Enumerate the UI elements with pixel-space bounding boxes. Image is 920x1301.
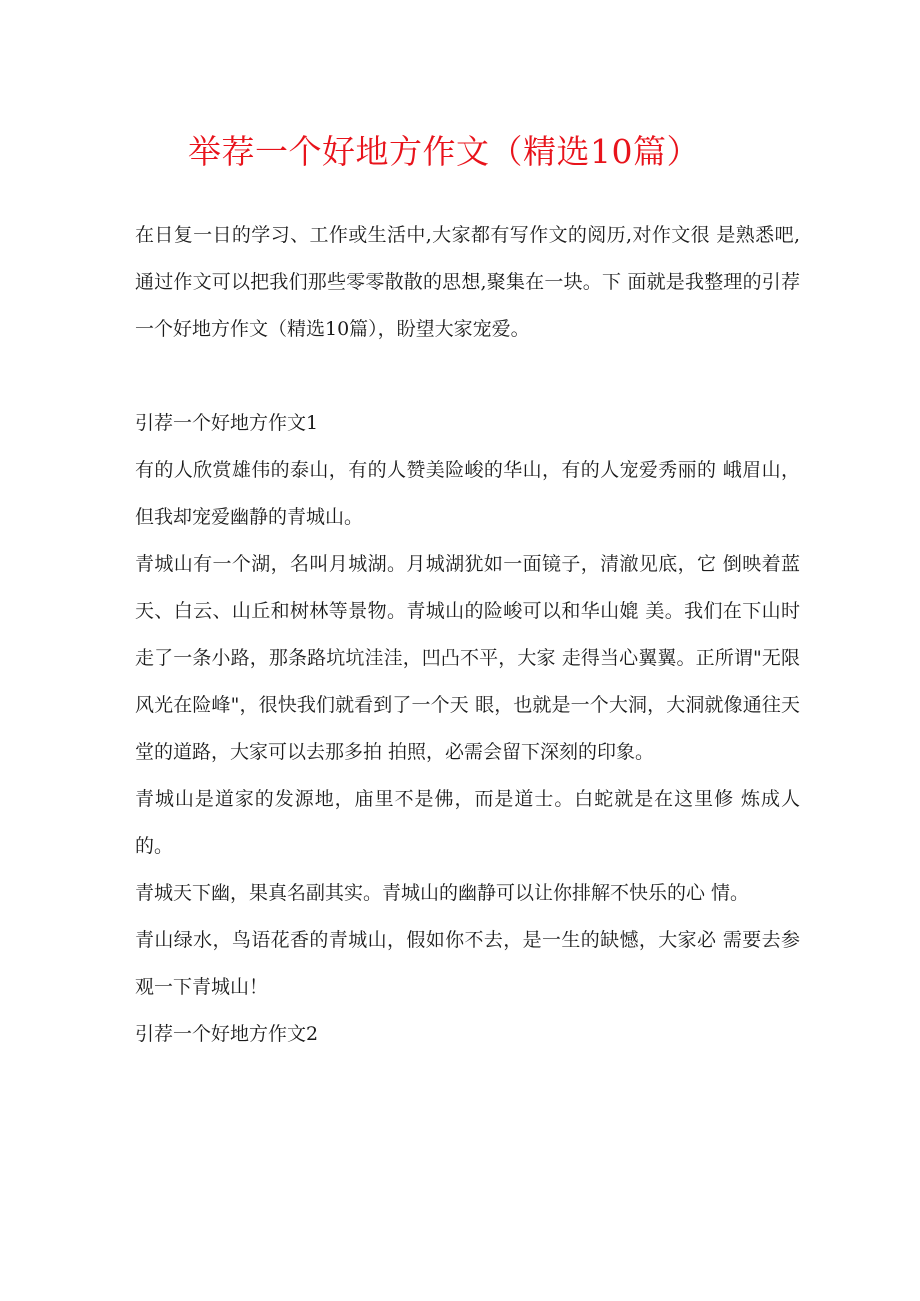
essay-2-heading: 引荐一个好地方作文2	[135, 1023, 319, 1045]
essay-1-paragraph-4: 青城天下幽，果真名副其实。青城山的幽静可以让你排解不快乐的心 情。	[135, 882, 750, 904]
document-title: 举荐一个好地方作文（精选10篇）	[188, 132, 700, 171]
document-body	[135, 212, 800, 1058]
essay-1-paragraph-2: 青城山有一个湖，名叫月城湖。月城湖犹如一面镜子，清澈见底，它 倒映着蓝天、白云、山丘和树林等景物。青城山的险峻可以和华山媲 美。我们在下山时走了一条小路，那条路坑坑洼洼，凹凸不平，大家 走得当心翼翼。正所谓"无限风光在险峰"，很快我们就看到了一个天 眼，也就是一个大洞，大洞就像通往天堂的道路，大家可以去那多拍 拍照，必需会留下深刻的印象。	[135, 553, 800, 763]
essay-1-paragraph-1: 有的人欣赏雄伟的泰山，有的人赞美险峻的华山，有的人宠爱秀丽的 峨眉山，但我却宠爱幽静的青城山。	[135, 459, 800, 528]
essay-1-paragraph-5: 青山绿水，鸟语花香的青城山，假如你不去，是一生的缺憾，大家必 需要去参观一下青城山！	[135, 929, 800, 998]
essay-1-heading: 引荐一个好地方作文1	[135, 412, 319, 434]
essay-1-paragraph-3: 青城山是道家的发源地，庙里不是佛，而是道士。白蛇就是在这里修 炼成人的。	[135, 788, 800, 857]
intro-paragraph: 在日复一日的学习、工作或生活中,大家都有写作文的阅历,对作文很 是熟悉吧,通过作文可以把我们那些零零散散的思想,聚集在一块。下 面就是我整理的引荐一个好地方作文（精选10篇），盼望大家宠爱。	[135, 224, 800, 340]
